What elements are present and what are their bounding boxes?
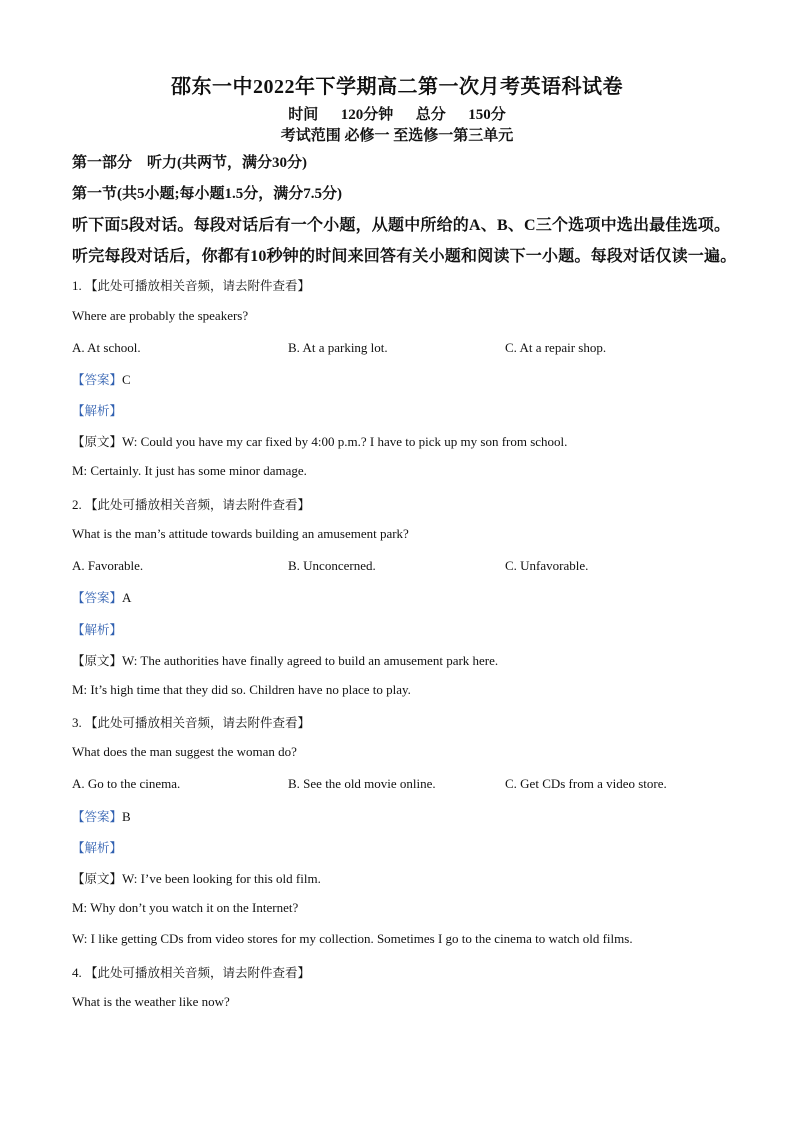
audio-note: 【此处可播放相关音频，请去附件查看】 [85, 278, 311, 293]
answer-label: 【答案】 [72, 372, 123, 387]
question-1-header [72, 276, 310, 294]
question-3-header [72, 713, 310, 731]
question-1-answer [72, 370, 131, 388]
answer-value: A [122, 590, 132, 605]
answer-label: 【答案】 [72, 590, 123, 605]
question-3-option-c: C. Get CDs from a video store. [505, 776, 667, 791]
score-label: 总分 [415, 107, 446, 123]
transcript-text: W: The authorities have finally agreed to build an amusement park here. [122, 653, 499, 668]
original-label: 【原文】 [72, 653, 123, 668]
audio-note: 【此处可播放相关音频，请去附件查看】 [85, 497, 311, 512]
question-3-analysis-label: 【解析】 [72, 840, 123, 855]
question-2-analysis-label: 【解析】 [72, 622, 123, 637]
question-number: 3. [72, 715, 82, 730]
question-2-text: What is the man’s attitude towards building an amusement park? [72, 526, 409, 541]
question-number: 2. [72, 497, 82, 512]
score-value: 150分 [468, 107, 506, 123]
instruction-line-2: 听完每段对话后，你都有10秒钟的时间来回答有关小题和阅读下一小题。每段对话仅读一遍。 [72, 248, 737, 265]
question-number: 4. [72, 965, 82, 980]
question-2-option-c: C. Unfavorable. [505, 558, 589, 573]
question-1-transcript-1 [72, 432, 567, 450]
question-1-option-a: A. At school. [72, 340, 141, 355]
original-label: 【原文】 [72, 871, 123, 886]
question-1-analysis-label: 【解析】 [72, 403, 123, 418]
exam-title: 邵东一中2022年下学期高二第一次月考英语科试卷 [171, 76, 623, 98]
question-3-transcript-3: W: I like getting CDs from video stores for my collection. Sometimes I go to the cinema to watch old films. [72, 931, 633, 946]
question-3-answer [72, 807, 131, 825]
question-3-transcript-2: M: Why don’t you watch it on the Internet? [72, 900, 299, 915]
exam-scope: 考试范围 必修一 至选修一第三单元 [280, 128, 514, 144]
audio-note: 【此处可播放相关音频，请去附件查看】 [85, 715, 311, 730]
time-label: 时间 [288, 107, 319, 123]
audio-note: 【此处可播放相关音频，请去附件查看】 [85, 965, 311, 980]
answer-label: 【答案】 [72, 809, 123, 824]
question-3-option-a: A. Go to the cinema. [72, 776, 181, 791]
original-label: 【原文】 [72, 434, 123, 449]
question-1-transcript-2: M: Certainly. It just has some minor damage. [72, 463, 307, 478]
question-1-text: Where are probably the speakers? [72, 308, 249, 323]
part1-heading: 第一部分 听力(共两节，满分30分) [72, 155, 307, 171]
question-2-header [72, 495, 310, 513]
exam-meta [0, 103, 794, 124]
question-3-option-b: B. See the old movie online. [288, 776, 436, 791]
transcript-text: W: I’ve been looking for this old film. [122, 871, 321, 886]
question-2-option-a: A. Favorable. [72, 558, 144, 573]
question-3-text: What does the man suggest the woman do? [72, 744, 297, 759]
time-value: 120分钟 [340, 107, 394, 123]
question-4-text: What is the weather like now? [72, 994, 230, 1009]
question-3-transcript-1 [72, 869, 321, 887]
question-2-option-b: B. Unconcerned. [288, 558, 376, 573]
transcript-text: W: Could you have my car fixed by 4:00 p.m.? I have to pick up my son from school. [122, 434, 568, 449]
question-2-transcript-2: M: It’s high time that they did so. Children have no place to play. [72, 682, 411, 697]
question-2-answer [72, 588, 131, 606]
question-number: 1. [72, 278, 82, 293]
question-1-option-c: C. At a repair shop. [505, 340, 607, 355]
instruction-line-1: 听下面5段对话。每段对话后有一个小题，从题中所给的A、B、C三个选项中选出最佳选项。 [72, 217, 731, 234]
answer-value: B [122, 809, 131, 824]
question-2-transcript-1 [72, 651, 498, 669]
question-4-header [72, 963, 310, 981]
answer-value: C [122, 372, 131, 387]
question-1-option-b: B. At a parking lot. [288, 340, 388, 355]
section1-heading: 第一节(共5小题;每小题1.5分，满分7.5分) [72, 186, 342, 202]
